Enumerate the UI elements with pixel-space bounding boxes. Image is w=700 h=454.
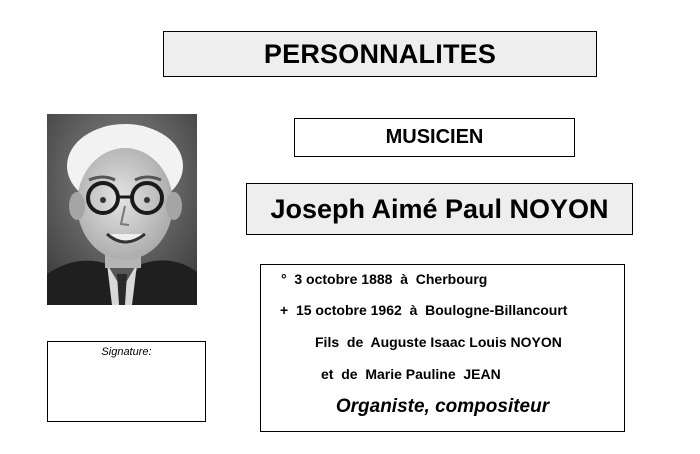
person-name: Joseph Aimé Paul NOYON [270, 193, 609, 224]
signature-label: Signature: [101, 346, 152, 358]
death-line: + 15 octobre 1962 à Boulogne-Billancourt [280, 302, 568, 318]
portrait-photo [47, 114, 197, 305]
profession-line: Organiste, compositeur [335, 396, 550, 417]
signature-box [47, 341, 206, 422]
biography-box [260, 264, 625, 432]
portrait-image [47, 114, 197, 305]
category-label: MUSICIEN [385, 126, 484, 148]
birth-line: ° 3 octobre 1888 à Cherbourg [281, 271, 488, 287]
title-box [163, 31, 597, 77]
father-line: Fils de Auguste Isaac Louis NOYON [315, 334, 562, 350]
category-box [294, 118, 575, 157]
page-title: PERSONNALITES [263, 38, 497, 69]
name-box [246, 183, 633, 235]
mother-line: et de Marie Pauline JEAN [321, 366, 501, 382]
